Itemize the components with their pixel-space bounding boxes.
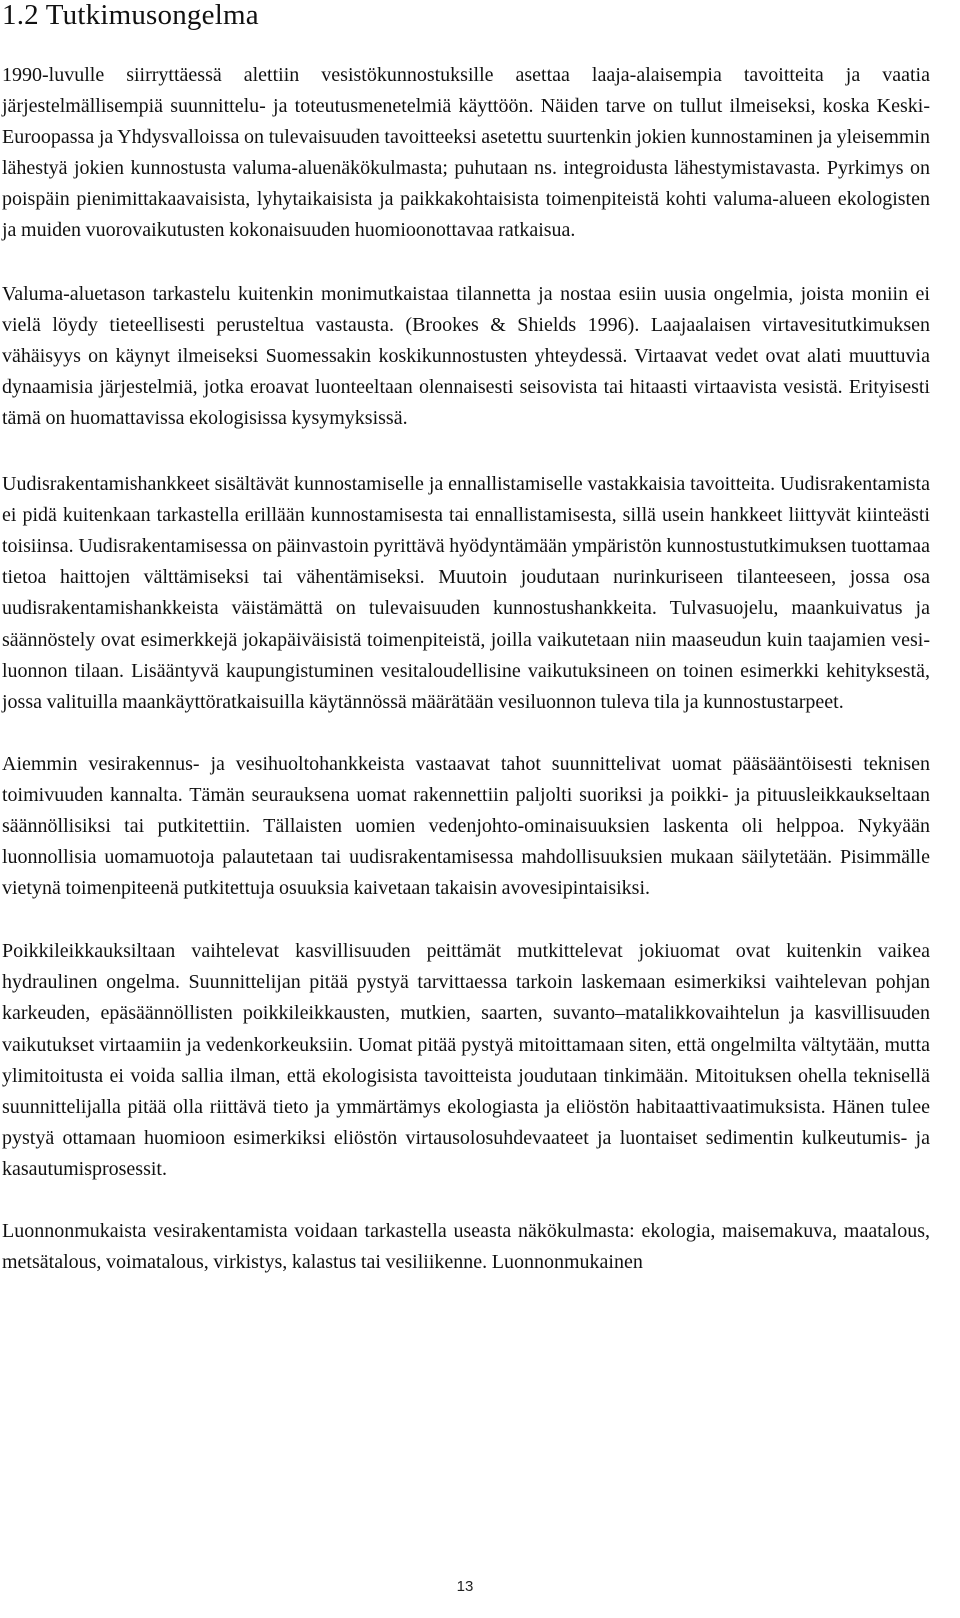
paragraph: 1990-luvulle siirryttäessä alettiin vesistökunnostuksille asettaa laaja-alaisempia tavoitteita ja vaatia järjestelmällisempiä suunnittelu- ja toteutusmenetelmiä käyttöön. Näiden tarve on tullut ilmeiseksi, koska Keski-Euroopassa ja Yhdysvalloissa on tulevaisuuden tavoitteeksi asetettu suurtenkin jokien kunnostaminen ja yleisemmin lähestyä jokien kunnostusta valuma-aluenäkökulmasta; puhutaan ns. integroidusta lähestymistavasta. Pyrkimys on poispäin pienimittakaavaisista, lyhytaikaisista ja paikkakohtaisista toimenpiteistä kohti valuma-alueen ekologisten ja muiden vuorovaikutusten kokonaisuuden huomioonottavaa ratkaisua.	[2, 64, 930, 242]
paragraph: Aiemmin vesirakennus- ja vesihuoltohankkeista vastaavat tahot suunnittelivat uomat pääsääntöisesti teknisen toimivuuden kannalta. Tämän seurauksena uomat rakennettiin paljolti suoriksi ja poikki- ja pituusleikkaukseltaan säännöllisiksi tai putkitettiin. Tällaisten uomien vedenjohto-ominaisuuksien laskenta oli helppoa. Nykyään luonnollisia uomamuotoja palautetaan tai uudisrakentamisessa mahdollisuuksien mukaan säilytetään. Pisimmälle vietynä toimenpiteenä putkitettuja osuuksia kaivetaan takaisin avovesipintaisiksi.	[2, 752, 930, 900]
page-number: 13	[456, 1578, 474, 1595]
body-text	[2, 60, 930, 1278]
paragraph: Luonnonmukaista vesirakentamista voidaan tarkastella useasta näkökulmasta: ekologia, maisemakuva, maatalous, metsätalous, voimatalous, virkistys, kalastus tai vesiliikenne. Luonnonmukainen	[2, 1220, 930, 1274]
paragraph: Uudisrakentamishankkeet sisältävät kunnostamiselle ja ennallistamiselle vastakkaisia tavoitteita. Uudisrakentamista ei pidä kuitenkaan tarkastella erillään kunnostamisesta tai ennallistamisesta, sillä usein hankkeet liittyvät kiinteästi toisiinsa. Uudisrakentamisessa on päinvastoin pyrittävä hyödyntämään ympäristön kunnostustutkimuksen tuottamaa tietoa haittojen välttämiseksi tai vähentämiseksi. Muutoin joudutaan nurinkuriseen tilanteeseen, jossa osa uudisrakentamishankkeista väistämättä on tulevaisuuden kunnostushankkeita. Tulvasuojelu, maankuivatus ja säännöstely ovat esimerkkejä jokapäiväisistä toimenpiteistä, joilla vaikutetaan niin maaseudun kuin taajamien vesiluonnon tilaan. Lisääntyvä kaupungistuminen vesitaloudellisine vaikutuksineen on toinen esimerkki kehityksestä, jossa valituilla maankäyttöratkaisuilla käytännössä määrätään vesiluonnon tuleva tila ja kunnostustarpeet.	[2, 473, 930, 713]
paragraph: Poikkileikkauksiltaan vaihtelevat kasvillisuuden peittämät mutkittelevat jokiuomat ovat kuitenkin vaikea hydraulinen ongelma. Suunnittelijan pitää pystyä tarvittaessa tarkoin laskemaan esimerkiksi vaihtelevan pohjan karkeuden, epäsäännöllisten poikkileikkausten, mutkien, saarten, suvanto–matalikkovaihtelun ja kasvillisuuden vaikutukset virtaamiin ja vedenkorkeuksiin. Uomat pitää pystyä mitoittamaan siten, että ongelmilta vältytään, mutta ylimitoitusta ei voida sallia ilman, että ekologisista tavoitteista joudutaan tinkimään. Mitoituksen ohella teknisellä suunnittelijalla pitää olla riittävä tieto ja ymmärtämys ekologiasta ja eliöstön habitaattivaatimuksista. Hänen tulee pystyä ottamaan huomioon esimerkiksi eliöstön virtausolosuhdevaateet ja luontaiset sedimentin kulkeutumis- ja kasautumisprosessit.	[2, 940, 930, 1180]
section-title: 1.2 Tutkimusongelma	[2, 0, 259, 31]
paragraph: Valuma-aluetason tarkastelu kuitenkin monimutkaistaa tilannetta ja nostaa esiin uusia ongelmia, joista moniin ei vielä löydy tieteellisesti perusteltua vastausta. (Brookes & Shields 1996). Laajaalaisen virtavesitutkimuksen vähäisyys on käynyt ilmeiseksi Suomessakin koskikunnostusten yhteydessä. Virtaavat vedet ovat alati muuttuvia dynaamisia järjestelmiä, jotka eroavat luonteeltaan olennaisesti seisovista tai hitaasti virtaavista vesistä. Erityisesti tämä on huomattavissa ekologisissa kysymyksissä.	[2, 282, 930, 429]
